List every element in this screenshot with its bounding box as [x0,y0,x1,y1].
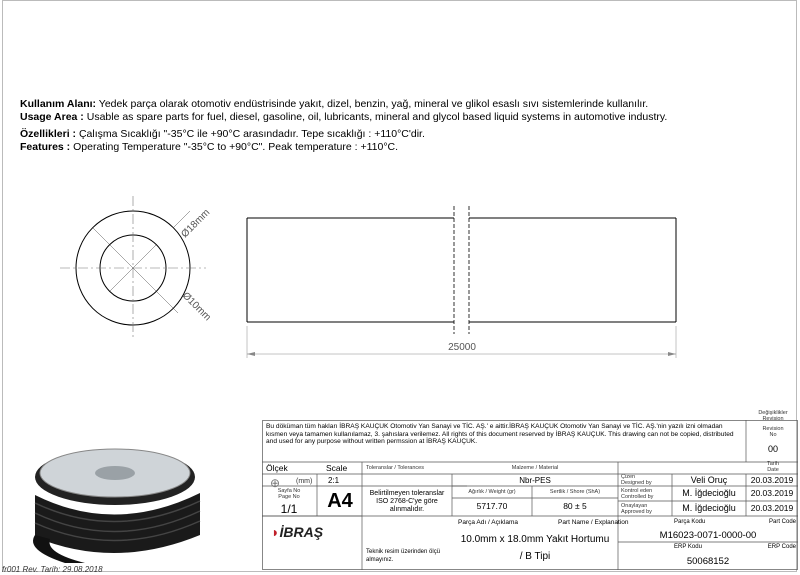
drawn-label: Çizen Designed by [621,474,652,486]
company-logo [271,524,356,540]
logo-text: İBRAŞ [279,524,324,540]
part-name-line2: / B Tipi [519,551,551,562]
revisions-label: Değişiklikler Revision [758,410,788,422]
features-en-label: Features : [20,140,71,153]
tolerances-label: Toleranslar / Tolerances [366,465,424,471]
material-label: Malzeme / Material [511,465,559,471]
logo-mark-icon: ◗ [271,524,280,540]
erp-label-tr: ERP Kodu [674,544,702,550]
erp-code: 50068152 [686,556,730,567]
revision-no: 00 [767,444,778,454]
drawn-by: Veli Oruç [690,475,728,485]
part-code-label-tr: Parça Kodu [674,519,706,525]
drawn-date: 20.03.2019 [750,475,794,485]
hose-reel-photo [5,425,220,565]
revision-no-label: Revision No [762,426,784,438]
features-tr-label: Özellikleri : [20,128,77,140]
part-name-line1: 10.0mm x 18.0mm Yakıt Hortumu [460,534,610,545]
copyright-notice [262,420,742,462]
checked-date: 20.03.2019 [750,488,794,498]
date-label: Tarih Date [767,461,779,473]
hardness-label: Sertlik / Shore (ShA) [549,489,601,495]
approved-label: Onaylayan Approved by [621,503,652,515]
unit-label: (mm) [296,478,313,485]
length-arrow-right [668,352,676,356]
weight-label: Ağırlık / Weight (gr) [468,489,516,495]
usage-tr-text: Yedek parça olarak otomotiv endüstrisinde yakıt, dizel, benzin, yağ, mineral ve glikol esaslı sıvı sistemlerinde kullanılır. [96,98,649,110]
reel-hub [95,466,135,480]
usage-en-label: Usage Area : [20,110,84,123]
projection-icon: ⊕ [270,476,281,490]
part-code-label-en: Part Code [768,519,796,525]
erp-label-en: ERP Code [767,544,796,550]
material-value: Nbr-PES [519,476,551,485]
scale-label-en: Scale [326,463,348,473]
inner-dim-leader [156,291,178,313]
part-name-label-en: Part Name / Explanation [558,519,629,526]
approved-date: 20.03.2019 [750,503,794,513]
outer-dim-label: Ø18mm [179,207,213,241]
copyright-notice-tr: Bu döküman tüm hakları İBRAŞ KAUÇUK Otomotiv Yan Sanayi ve TİC. AŞ.' e aittir.İBRAŞ KAUÇUK Otomotiv Yan Sanayi ve TİC. AŞ.'nin yazılı izni olmadan kısmen veya tamamen kullanılamaz, 3. şahıslara verilemez. [266,423,723,438]
checked-label: Kontrol eden Controlled by [621,488,654,500]
scale-label-tr: Ölçek [266,463,288,473]
paper-size: A4 [327,490,353,512]
inner-dim-label: Ø10mm [179,290,213,324]
page-label: Sayfa No Page No [277,488,301,500]
measurement-note: Teknik resim üzerinden ölçü almayınız. [366,549,441,563]
length-dim-label: 25000 [448,342,476,353]
weight-value: 5717.70 [476,501,508,511]
page-value: 1/1 [280,502,298,516]
part-name-label-tr: Parça Adı / Açıklama [458,519,518,526]
hardness-value: 80 ± 5 [563,501,587,511]
title-block [262,410,798,570]
length-arrow-left [247,352,255,356]
form-revision-footer: fr001 Rev. Tarih: 29.08.2018 [2,565,103,574]
usage-tr-label: Kullanım Alanı: [20,98,97,110]
checked-by: M. İğdecioğlu [682,488,736,498]
tolerances-text: Belirtilmeyen toleranslar ISO 2768-C'ye göre alınmalıdır. [369,490,445,513]
usage-en-text: Usable as spare parts for fuel, diesel, gasoline, oil, lubricants, mineral and glycol based liquid systems in automotive industry. [83,110,668,123]
features-tr-text: Çalışma Sıcaklığı "-35°C ile +90°C arasındadır. Tepe sıcaklığı : +110°C'dir. [76,128,425,140]
approved-by: M. İğdecioğlu [682,503,736,513]
part-code: M16023-0071-0000-00 [659,530,757,541]
copyright-notice-en: All rights of this document reserved by İBRAŞ KAUÇUK. This drawing can not be copied, distributed and used for any purpose without written permssion at İBRAŞ KAUÇUK. [266,430,734,445]
features-en-text: Operating Temperature "-35°C to +90°C". Peak temperature : +110°C. [70,140,399,153]
scale-value: 2:1 [328,476,340,485]
